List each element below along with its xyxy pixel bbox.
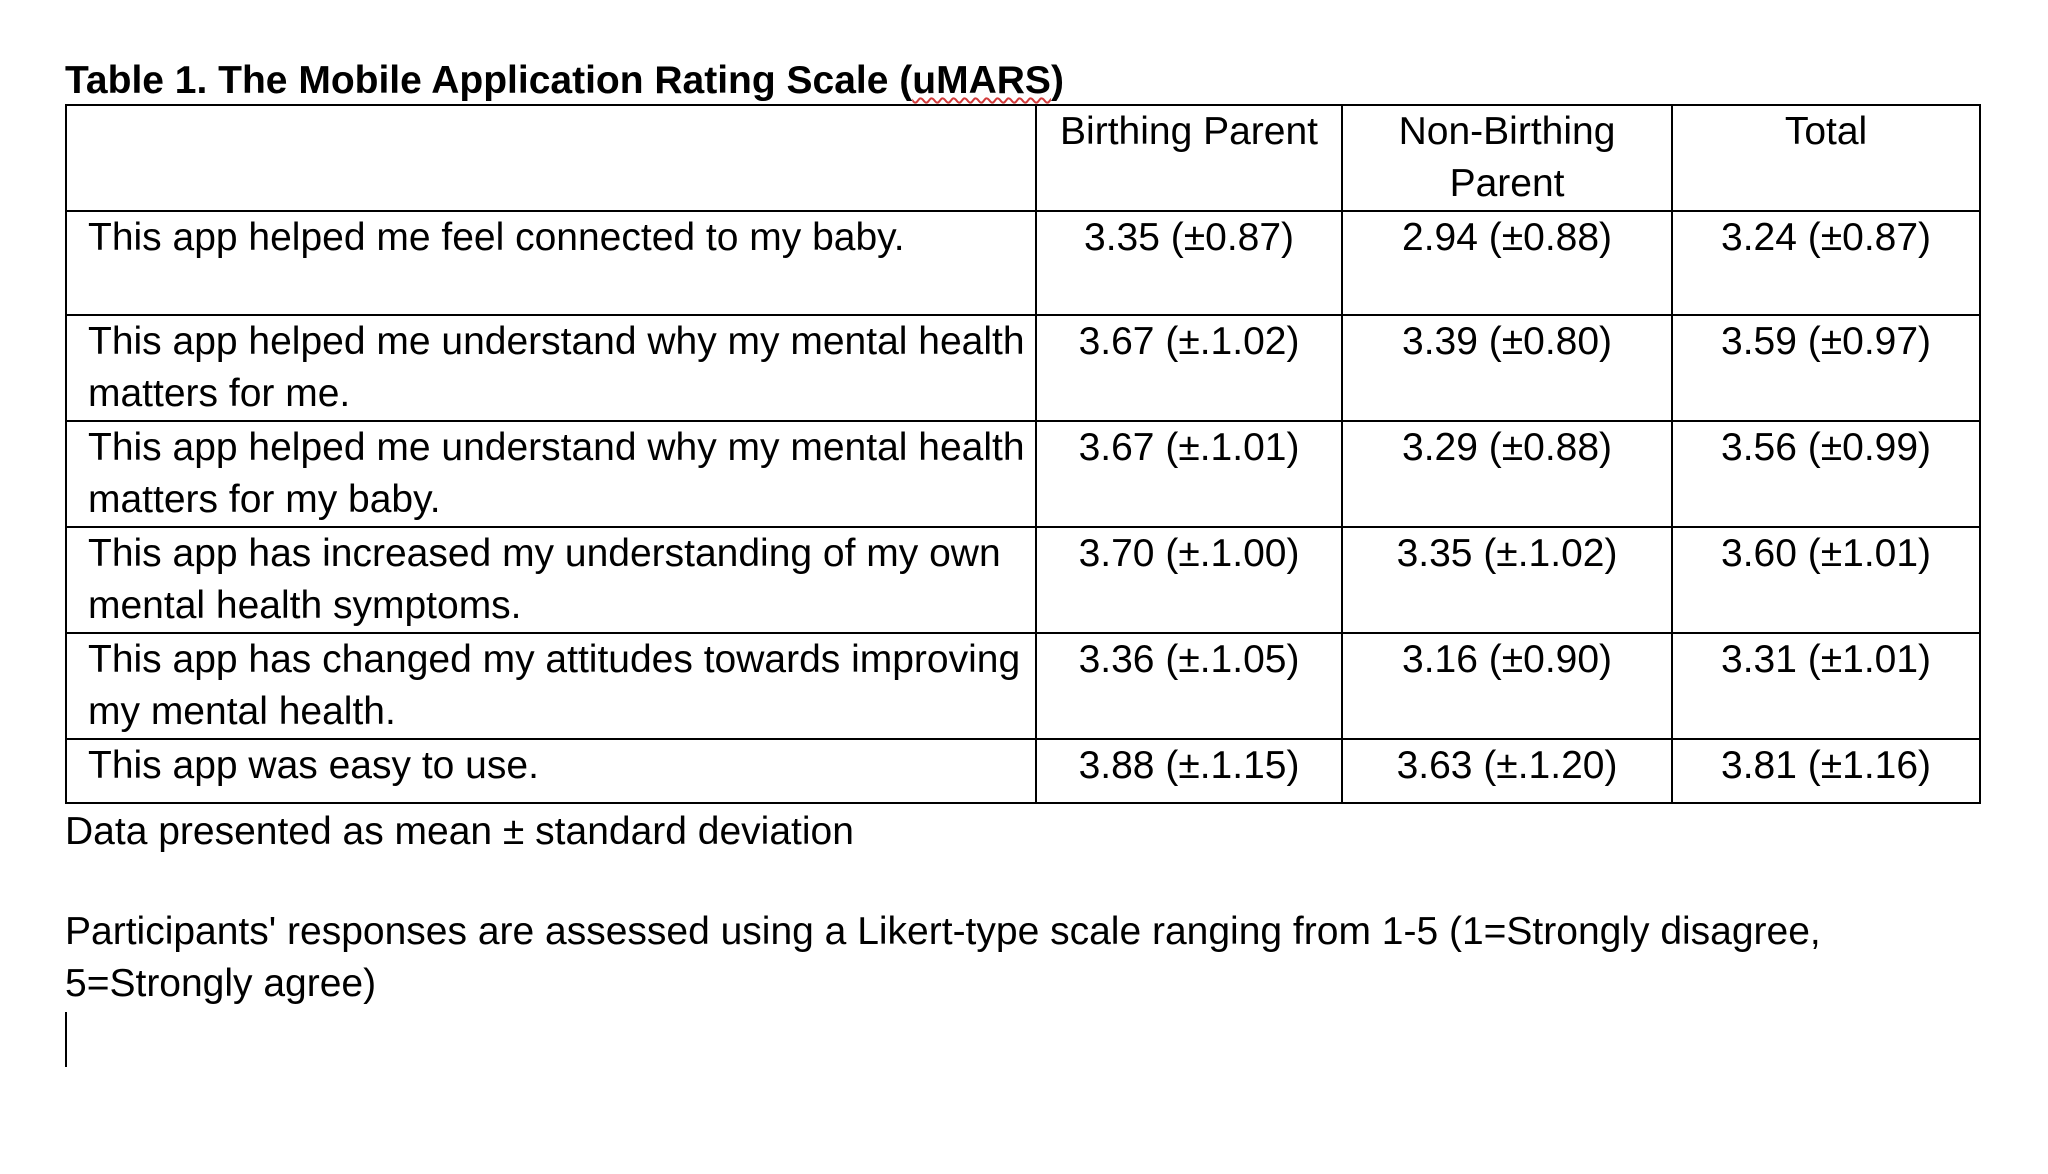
likert-scale-note: Participants' responses are assessed using a Likert-type scale ranging from 1-5 (1=Strongly disagree, 5=Strongly agree) bbox=[65, 910, 1821, 1005]
statement-cell: This app was easy to use. bbox=[66, 739, 1036, 803]
statement-cell: This app helped me understand why my mental health matters for my baby. bbox=[66, 421, 1036, 527]
total-value-cell: 3.31 (±1.01) bbox=[1672, 633, 1980, 739]
birthing-value-cell: 3.36 (±.1.05) bbox=[1036, 633, 1342, 739]
table-row bbox=[66, 527, 1980, 633]
statement-cell: This app helped me feel connected to my baby. bbox=[66, 211, 1036, 315]
total-value-cell: 3.56 (±0.99) bbox=[1672, 421, 1980, 527]
header-cell-birthing-parent: Birthing Parent bbox=[1036, 105, 1342, 211]
statement-cell: This app has increased my understanding of my own mental health symptoms. bbox=[66, 527, 1036, 633]
caption-prefix: Table 1. The Mobile Application Rating Scale ( bbox=[65, 59, 913, 102]
birthing-value-cell: 3.88 (±.1.15) bbox=[1036, 739, 1342, 803]
table-row bbox=[66, 739, 1980, 803]
statement-cell: This app has changed my attitudes towards improving my mental health. bbox=[66, 633, 1036, 739]
total-value-cell: 3.60 (±1.01) bbox=[1672, 527, 1980, 633]
umars-table bbox=[65, 104, 1981, 804]
text-cursor bbox=[65, 1012, 67, 1067]
header-cell-non-birthing-parent: Non-Birthing Parent bbox=[1342, 105, 1672, 211]
birthing-value-cell: 3.70 (±.1.00) bbox=[1036, 527, 1342, 633]
table-row bbox=[66, 633, 1980, 739]
non-birthing-value-cell: 3.29 (±0.88) bbox=[1342, 421, 1672, 527]
non-birthing-value-cell: 3.63 (±.1.20) bbox=[1342, 739, 1672, 803]
total-value-cell: 3.59 (±0.97) bbox=[1672, 315, 1980, 421]
birthing-value-cell: 3.67 (±.1.02) bbox=[1036, 315, 1342, 421]
total-value-cell: 3.81 (±1.16) bbox=[1672, 739, 1980, 803]
document-body[interactable] bbox=[65, 58, 1985, 1067]
header-cell-total: Total bbox=[1672, 105, 1980, 211]
table-row bbox=[66, 211, 1980, 315]
header-row bbox=[66, 105, 1980, 211]
non-birthing-value-cell: 3.35 (±.1.02) bbox=[1342, 527, 1672, 633]
caption-suffix: ) bbox=[1050, 59, 1064, 102]
birthing-value-cell: 3.35 (±0.87) bbox=[1036, 211, 1342, 315]
total-value-cell: 3.24 (±0.87) bbox=[1672, 211, 1980, 315]
table-caption bbox=[65, 58, 1985, 104]
non-birthing-value-cell: 2.94 (±0.88) bbox=[1342, 211, 1672, 315]
non-birthing-value-cell: 3.39 (±0.80) bbox=[1342, 315, 1672, 421]
statement-cell: This app helped me understand why my mental health matters for me. bbox=[66, 315, 1036, 421]
table-row bbox=[66, 421, 1980, 527]
non-birthing-value-cell: 3.16 (±0.90) bbox=[1342, 633, 1672, 739]
table-row bbox=[66, 315, 1980, 421]
birthing-value-cell: 3.67 (±.1.01) bbox=[1036, 421, 1342, 527]
caption-abbrev-spellcheck[interactable]: uMARS bbox=[912, 59, 1051, 102]
header-cell-statement bbox=[66, 105, 1036, 211]
data-presentation-note: Data presented as mean ± standard deviation bbox=[65, 810, 854, 853]
